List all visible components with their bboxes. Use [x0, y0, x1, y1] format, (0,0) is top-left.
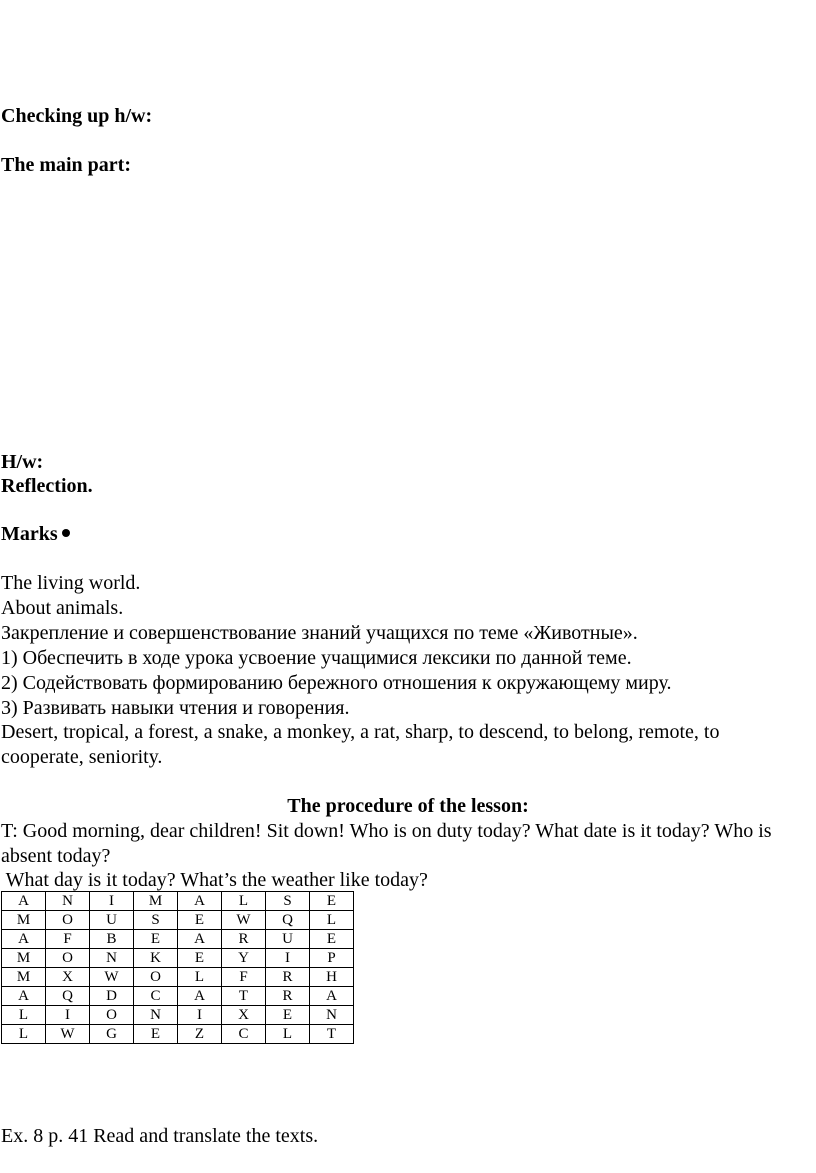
grid-cell: L	[222, 892, 266, 911]
word-search-grid	[1, 891, 354, 1044]
lesson-task-3: 3) Развивать навыки чтения и говорения.	[1, 697, 350, 719]
grid-cell: L	[2, 1025, 46, 1044]
teacher-greeting: T: Good morning, dear children! Sit down! Who is on duty today? What date is it today? Who is absent today?	[1, 820, 772, 867]
grid-cell: M	[2, 949, 46, 968]
grid-cell: K	[134, 949, 178, 968]
grid-cell: C	[134, 987, 178, 1006]
grid-cell: A	[2, 892, 46, 911]
checking-homework-heading: Checking up h/w:	[1, 105, 153, 127]
grid-cell: S	[134, 911, 178, 930]
homework-heading: H/w:	[1, 451, 44, 473]
homework-assignment: Ex. 8 p. 41 Read and translate the texts.	[1, 1125, 319, 1147]
grid-cell: P	[310, 949, 354, 968]
grid-row	[2, 1006, 354, 1025]
grid-cell: X	[46, 968, 90, 987]
grid-row	[2, 987, 354, 1006]
reflection-heading: Reflection.	[1, 475, 93, 497]
grid-row	[2, 949, 354, 968]
lesson-subtheme: About animals.	[1, 597, 124, 619]
grid-cell: T	[310, 1025, 354, 1044]
grid-cell: I	[90, 892, 134, 911]
grid-cell: A	[178, 892, 222, 911]
main-part-heading: The main part:	[1, 154, 131, 176]
lesson-theme: The living world.	[1, 572, 141, 594]
grid-cell: E	[178, 911, 222, 930]
grid-cell: E	[266, 1006, 310, 1025]
grid-row	[2, 968, 354, 987]
grid-cell: B	[90, 930, 134, 949]
grid-cell: L	[178, 968, 222, 987]
grid-cell: A	[178, 987, 222, 1006]
grid-cell: Q	[46, 987, 90, 1006]
grid-cell: L	[266, 1025, 310, 1044]
grid-cell: E	[134, 930, 178, 949]
grid-cell: E	[134, 1025, 178, 1044]
grid-cell: Q	[266, 911, 310, 930]
grid-cell: O	[90, 1006, 134, 1025]
grid-cell: H	[310, 968, 354, 987]
grid-cell: R	[222, 930, 266, 949]
grid-cell: U	[266, 930, 310, 949]
grid-cell: I	[46, 1006, 90, 1025]
grid-cell: F	[222, 968, 266, 987]
grid-cell: A	[310, 987, 354, 1006]
grid-cell: A	[2, 930, 46, 949]
grid-cell: L	[2, 1006, 46, 1025]
procedure-title: The procedure of the lesson:	[287, 795, 529, 817]
grid-cell: W	[222, 911, 266, 930]
grid-cell: M	[2, 968, 46, 987]
grid-cell: W	[90, 968, 134, 987]
grid-row	[2, 1025, 354, 1044]
grid-cell: I	[266, 949, 310, 968]
grid-cell: M	[2, 911, 46, 930]
grid-row	[2, 911, 354, 930]
grid-cell: Z	[178, 1025, 222, 1044]
grid-cell: O	[46, 911, 90, 930]
grid-cell: O	[46, 949, 90, 968]
grid-cell: A	[2, 987, 46, 1006]
grid-cell: E	[310, 892, 354, 911]
bullet-icon	[62, 529, 70, 537]
grid-cell: Y	[222, 949, 266, 968]
grid-cell: N	[90, 949, 134, 968]
grid-cell: A	[178, 930, 222, 949]
grid-cell: I	[178, 1006, 222, 1025]
grid-cell: C	[222, 1025, 266, 1044]
grid-cell: N	[310, 1006, 354, 1025]
lesson-goal: Закрепление и совершенствование знаний учащихся по теме «Животные».	[1, 622, 638, 644]
grid-cell: E	[310, 930, 354, 949]
grid-cell: R	[266, 968, 310, 987]
grid-cell: M	[134, 892, 178, 911]
grid-cell: G	[90, 1025, 134, 1044]
teacher-question: What day is it today? What’s the weather like today?	[1, 869, 428, 891]
grid-cell: T	[222, 987, 266, 1006]
grid-cell: F	[46, 930, 90, 949]
grid-cell: E	[178, 949, 222, 968]
grid-row	[2, 930, 354, 949]
grid-cell: U	[90, 911, 134, 930]
grid-cell: S	[266, 892, 310, 911]
grid-cell: N	[134, 1006, 178, 1025]
grid-cell: D	[90, 987, 134, 1006]
vocabulary-list: Desert, tropical, a forest, a snake, a monkey, a rat, sharp, to descend, to belong, remote, to cooperate, seniority.	[1, 721, 720, 768]
grid-cell: N	[46, 892, 90, 911]
grid-cell: W	[46, 1025, 90, 1044]
grid-cell: R	[266, 987, 310, 1006]
lesson-task-1: 1) Обеспечить в ходе урока усвоение учащимися лексики по данной теме.	[1, 647, 632, 669]
grid-cell: O	[134, 968, 178, 987]
grid-cell: X	[222, 1006, 266, 1025]
grid-row	[2, 892, 354, 911]
grid-cell: L	[310, 911, 354, 930]
lesson-task-2: 2) Содействовать формированию бережного отношения к окружающему миру.	[1, 672, 672, 694]
marks-heading	[1, 522, 70, 546]
marks-label: Marks	[1, 523, 58, 545]
